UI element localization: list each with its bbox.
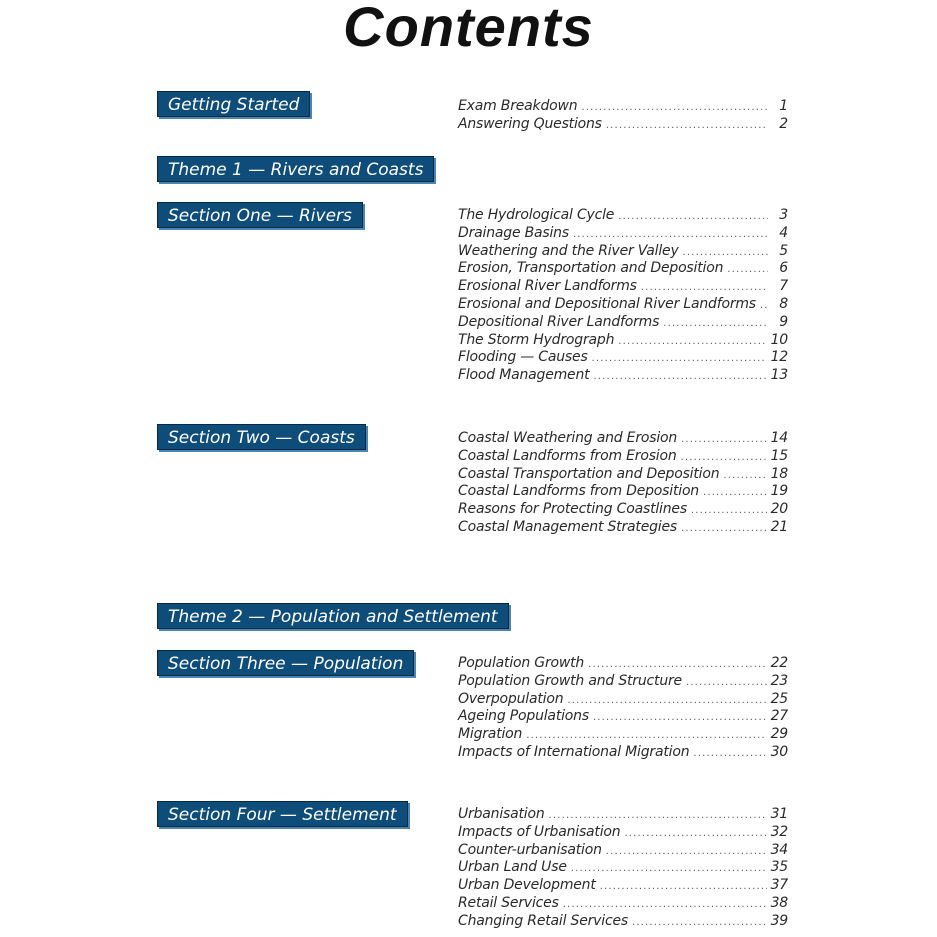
dot-leader [760, 300, 768, 311]
dot-leader [663, 318, 768, 329]
dot-leader [641, 282, 768, 293]
toc-entry-title: Changing Retail Services [458, 912, 628, 929]
theme-header-rivers-and-coasts: Theme 1 — Rivers and Coasts [157, 156, 434, 182]
toc-entry[interactable] [458, 466, 788, 484]
dot-leader [606, 846, 767, 857]
toc-entry-title: Erosion, Transportation and Deposition [458, 260, 724, 277]
toc-entry-title: Urban Land Use [458, 859, 567, 876]
dot-leader [681, 452, 767, 463]
toc-entry[interactable] [458, 314, 788, 332]
toc-entry-title: Coastal Weathering and Erosion [458, 430, 678, 446]
dot-leader [686, 677, 767, 688]
toc-entry-page: 25 [770, 690, 788, 707]
section-header-rivers: Section One — Rivers [157, 202, 363, 228]
toc-entry-page: 27 [770, 708, 788, 725]
dot-leader [581, 102, 768, 113]
toc-entry[interactable] [458, 806, 788, 824]
toc-entry-title: Urbanisation [458, 806, 545, 822]
toc-entry-title: Flood Management [458, 367, 590, 384]
toc-entry-title: Depositional River Landforms [458, 313, 660, 330]
toc-entry-title: Impacts of International Migration [458, 743, 690, 760]
dot-leader [683, 247, 768, 258]
toc-entry-title: Flooding — Causes [458, 349, 588, 366]
dot-leader [693, 748, 766, 759]
dot-leader [618, 336, 766, 347]
dot-leader [588, 659, 766, 670]
toc-entry-page: 37 [770, 877, 788, 894]
toc-list-population [458, 655, 788, 762]
dot-leader [593, 371, 766, 382]
toc-list-settlement [458, 806, 788, 931]
toc-entry[interactable] [458, 332, 788, 350]
toc-entry-title: Counter-urbanisation [458, 841, 602, 858]
toc-entry[interactable] [458, 349, 788, 367]
toc-entry-page: 2 [779, 115, 788, 132]
toc-entry-page: 21 [770, 518, 788, 535]
toc-entry-title: Coastal Management Strategies [458, 518, 677, 535]
dot-leader [723, 470, 766, 481]
toc-entry[interactable] [458, 877, 788, 895]
toc-entry[interactable] [458, 691, 788, 709]
dot-leader [727, 264, 768, 275]
dot-leader [593, 712, 767, 723]
toc-list-rivers [458, 207, 788, 385]
toc-entry-page: 34 [770, 841, 788, 858]
section-header-population: Section Three — Population [157, 650, 414, 676]
toc-entry-page: 18 [770, 465, 788, 482]
toc-entry-page: 6 [779, 260, 788, 277]
toc-entry-page: 38 [770, 894, 788, 911]
toc-entry-page: 32 [770, 823, 788, 840]
section-header-getting-started: Getting Started [157, 91, 310, 117]
toc-entry-title: Overpopulation [458, 690, 564, 707]
theme-header-population-and-settlement: Theme 2 — Population and Settlement [157, 603, 509, 629]
dot-leader [691, 505, 767, 516]
toc-entry-page: 29 [770, 726, 788, 743]
toc-entry-page: 35 [770, 859, 788, 876]
toc-entry[interactable] [458, 655, 788, 673]
toc-entry-title: Answering Questions [458, 115, 602, 132]
toc-entry-page: 4 [779, 224, 788, 241]
toc-list-coasts [458, 430, 788, 537]
toc-entry-page: 5 [779, 242, 788, 259]
toc-entry[interactable] [458, 243, 788, 261]
page-title: Contents [343, 0, 594, 58]
toc-entry[interactable] [458, 895, 788, 913]
toc-entry-page: 15 [770, 447, 788, 464]
toc-entry[interactable] [458, 859, 788, 877]
dot-leader [567, 695, 766, 706]
dot-leader [592, 353, 767, 364]
toc-entry[interactable] [458, 744, 788, 762]
toc-entry-page: 13 [770, 367, 788, 384]
toc-entry[interactable] [458, 913, 788, 931]
toc-entry[interactable] [458, 448, 788, 466]
toc-entry-page: 31 [770, 806, 788, 822]
toc-entry-title: Ageing Populations [458, 708, 589, 725]
toc-entry-title: Erosional River Landforms [458, 278, 637, 295]
toc-entry-page: 1 [779, 98, 788, 114]
dot-leader [573, 229, 768, 240]
dot-leader [703, 487, 767, 498]
toc-entry-title: Impacts of Urbanisation [458, 823, 621, 840]
toc-entry[interactable] [458, 483, 788, 501]
dot-leader [549, 810, 767, 821]
dot-leader [624, 828, 766, 839]
toc-entry-title: Reasons for Protecting Coastlines [458, 501, 687, 518]
dot-leader [618, 211, 768, 222]
toc-entry[interactable] [458, 367, 788, 385]
toc-entry-page: 9 [779, 313, 788, 330]
toc-list-getting-started [458, 98, 788, 134]
toc-entry-page: 30 [770, 743, 788, 760]
toc-entry-page: 8 [779, 295, 788, 312]
toc-entry[interactable] [458, 278, 788, 296]
dot-leader [606, 120, 768, 131]
toc-entry[interactable] [458, 430, 788, 448]
toc-entry-title: Coastal Transportation and Deposition [458, 465, 720, 482]
toc-entry[interactable] [458, 673, 788, 691]
toc-entry-title: Population Growth and Structure [458, 672, 682, 689]
toc-entry-title: Coastal Landforms from Deposition [458, 483, 699, 500]
toc-entry-title: Retail Services [458, 894, 559, 911]
toc-entry-page: 10 [770, 331, 788, 348]
toc-entry[interactable] [458, 98, 788, 116]
toc-entry-title: Weathering and the River Valley [458, 242, 679, 259]
section-header-settlement: Section Four — Settlement [157, 801, 408, 827]
toc-entry-title: Urban Development [458, 877, 596, 894]
dot-leader [526, 730, 766, 741]
toc-entry-page: 23 [770, 672, 788, 689]
dot-leader [681, 434, 767, 445]
toc-entry[interactable] [458, 824, 788, 842]
dot-leader [600, 881, 767, 892]
dot-leader [563, 899, 767, 910]
dot-leader [632, 917, 767, 928]
toc-entry-title: Exam Breakdown [458, 98, 578, 114]
toc-entry[interactable] [458, 726, 788, 744]
toc-entry[interactable] [458, 260, 788, 278]
section-header-coasts: Section Two — Coasts [157, 424, 366, 450]
toc-entry-page: 7 [779, 278, 788, 295]
dot-leader [681, 523, 767, 534]
toc-entry-title: Drainage Basins [458, 224, 569, 241]
toc-entry[interactable] [458, 519, 788, 537]
toc-entry-page: 20 [770, 501, 788, 518]
toc-entry-page: 3 [779, 207, 788, 223]
toc-entry-title: Erosional and Depositional River Landforms [458, 295, 756, 312]
toc-entry-page: 14 [770, 430, 788, 446]
toc-entry[interactable] [458, 501, 788, 519]
toc-entry-page: 39 [770, 912, 788, 929]
toc-entry[interactable] [458, 116, 788, 134]
toc-entry-title: The Storm Hydrograph [458, 331, 615, 348]
toc-entry-page: 19 [770, 483, 788, 500]
dot-leader [571, 863, 767, 874]
toc-entry-title: Coastal Landforms from Erosion [458, 447, 677, 464]
toc-entry[interactable] [458, 207, 788, 225]
toc-entry[interactable] [458, 842, 788, 860]
toc-entry[interactable] [458, 225, 788, 243]
toc-entry-page: 12 [770, 349, 788, 366]
toc-entry-page: 22 [770, 655, 788, 671]
toc-entry-title: Migration [458, 726, 523, 743]
toc-entry[interactable] [458, 708, 788, 726]
toc-entry-title: The Hydrological Cycle [458, 207, 615, 223]
toc-entry-title: Population Growth [458, 655, 585, 671]
toc-entry[interactable] [458, 296, 788, 314]
